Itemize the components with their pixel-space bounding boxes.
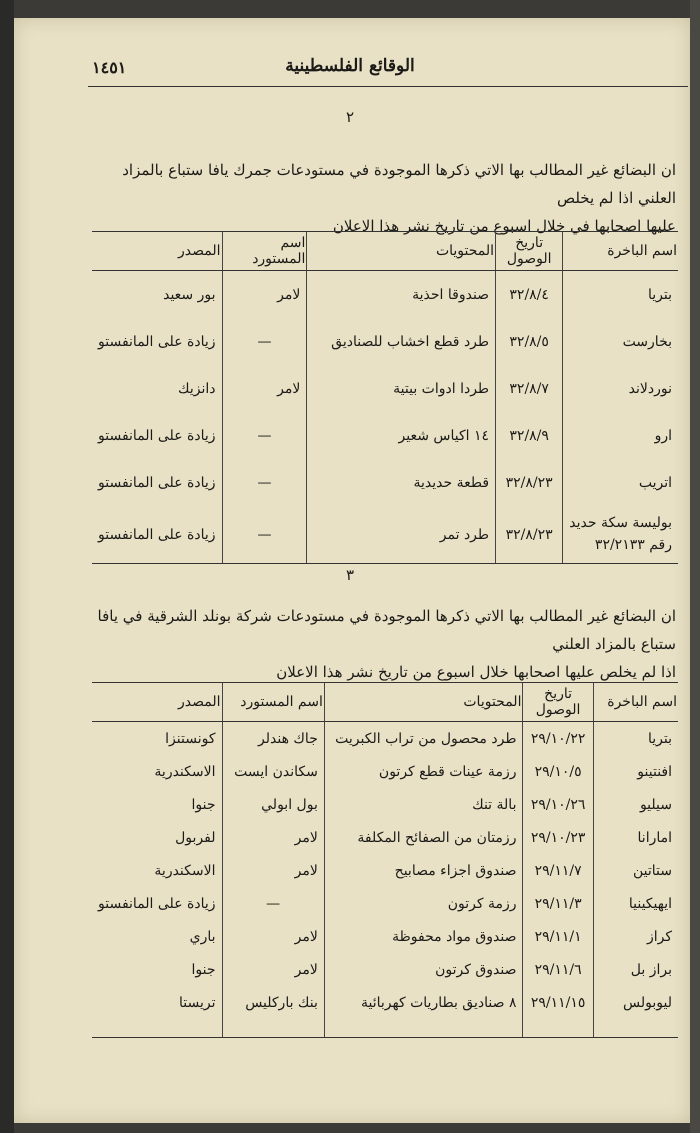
ship-cell: ستاتين bbox=[633, 862, 672, 879]
ship-cell: ايهيكينيا bbox=[628, 895, 672, 912]
date-cell: ٢٩/١١/١٥ bbox=[523, 986, 593, 1038]
importer-cell: لامر bbox=[222, 953, 324, 986]
source-cell: زيادة على المانفستو bbox=[92, 887, 222, 920]
goods-table bbox=[92, 231, 678, 564]
table-row bbox=[92, 722, 678, 756]
table-row bbox=[92, 986, 678, 1038]
importer-cell: سكاندن ايست bbox=[222, 755, 324, 788]
source-cell: جنوا bbox=[92, 953, 222, 986]
importer-cell: لامر bbox=[222, 365, 307, 412]
table-row bbox=[92, 755, 678, 788]
source-cell: كونستنزا bbox=[92, 722, 222, 756]
column-header: المحتويات bbox=[324, 683, 523, 722]
ship-cell bbox=[563, 506, 678, 564]
ship-cell: سيليو bbox=[639, 796, 672, 813]
importer-cell: لامر bbox=[222, 854, 324, 887]
date-cell: ٣٢/٨/٤ bbox=[496, 271, 563, 319]
source-cell: الاسكندرية bbox=[92, 755, 222, 788]
date-cell: ٢٩/١٠/٢٣ bbox=[523, 821, 593, 854]
ship-cell: بخارست bbox=[622, 333, 672, 350]
column-header: المصدر bbox=[92, 232, 222, 271]
contents-cell: طرد قطع اخشاب للصناديق bbox=[307, 318, 496, 365]
section-number: ٢ bbox=[345, 108, 355, 126]
source-cell: بور سعيد bbox=[92, 271, 222, 319]
notice-text bbox=[96, 602, 676, 686]
contents-cell: رزمة كرتون bbox=[324, 887, 523, 920]
contents-cell: طرد محصول من تراب الكبريت bbox=[324, 722, 523, 756]
importer-cell: جاك هندلر bbox=[222, 722, 324, 756]
contents-cell: ٨ صناديق بطاريات كهربائية bbox=[324, 986, 523, 1038]
gazette-title: الوقائع الفلسطينية bbox=[285, 56, 415, 76]
column-header: المصدر bbox=[92, 683, 222, 722]
table-header-row bbox=[92, 232, 678, 271]
contents-cell: طردا ادوات بيتية bbox=[307, 365, 496, 412]
contents-cell: صندوقا احذية bbox=[307, 271, 496, 319]
date-cell: ٣٢/٨/٥ bbox=[496, 318, 563, 365]
ship-cell: بتريا bbox=[647, 286, 672, 303]
table-header-row bbox=[92, 683, 678, 722]
date-cell: ٢٩/١١/٧ bbox=[523, 854, 593, 887]
column-header: اسم المستورد bbox=[222, 232, 307, 271]
ship-cell: براز بل bbox=[630, 961, 672, 978]
table-row bbox=[92, 821, 678, 854]
notice-line: عليها اصحابها في خلال اسبوع من تاريخ نشر هذا الاعلان bbox=[332, 217, 676, 235]
table-row bbox=[92, 459, 678, 506]
table-row bbox=[92, 412, 678, 459]
contents-cell: بالة تنك bbox=[324, 788, 523, 821]
ship-cell: ارو bbox=[654, 427, 672, 444]
ship-cell: اتريب bbox=[638, 474, 672, 491]
table-row bbox=[92, 920, 678, 953]
table-row bbox=[92, 506, 678, 564]
importer-cell: بول ابولي bbox=[222, 788, 324, 821]
importer-cell: — bbox=[222, 887, 324, 920]
source-cell: زيادة على المانفستو bbox=[92, 506, 222, 564]
source-cell: باري bbox=[92, 920, 222, 953]
notice-line: ان البضائع غير المطالب بها الاتي ذكرها الموجودة في مستودعات جمرك يافا ستباع بالمزاد العلني اذا لم يخلص bbox=[122, 161, 676, 207]
ship-cell: نوردلاند bbox=[628, 380, 672, 397]
date-cell: ٢٩/١١/٣ bbox=[523, 887, 593, 920]
contents-cell: رزمة عينات قطع كرتون bbox=[324, 755, 523, 788]
date-cell: ٢٩/١١/١ bbox=[523, 920, 593, 953]
contents-cell: طرد تمر bbox=[307, 506, 496, 564]
section-number: ٣ bbox=[345, 566, 355, 584]
importer-cell: بنك باركليس bbox=[222, 986, 324, 1038]
source-cell: زيادة على المانفستو bbox=[92, 318, 222, 365]
contents-cell: قطعة حديدية bbox=[307, 459, 496, 506]
column-header: تاريخ الوصول bbox=[496, 232, 563, 271]
contents-cell: صندوق اجزاء مصابيح bbox=[324, 854, 523, 887]
source-cell: جنوا bbox=[92, 788, 222, 821]
date-cell: ٢٩/١٠/٢٦ bbox=[523, 788, 593, 821]
importer-cell: — bbox=[222, 506, 307, 564]
column-header: اسم الباخرة bbox=[563, 232, 678, 271]
source-cell: الاسكندرية bbox=[92, 854, 222, 887]
column-header: اسم الباخرة bbox=[593, 683, 678, 722]
ship-cell: ليوبولس bbox=[593, 986, 678, 1038]
table-row bbox=[92, 271, 678, 319]
table-row bbox=[92, 318, 678, 365]
source-cell: زيادة على المانفستو bbox=[92, 412, 222, 459]
notice-line: ان البضائع غير المطالب بها الاتي ذكرها الموجودة في مستودعات شركة بونلد الشرقية في يافا ستباع بالمزاد العلني bbox=[97, 607, 676, 653]
source-cell: زيادة على المانفستو bbox=[92, 459, 222, 506]
table-row bbox=[92, 365, 678, 412]
ship-cell: افنتينو bbox=[637, 763, 672, 780]
table-row bbox=[92, 788, 678, 821]
notice-line: اذا لم يخلص عليها اصحابها خلال اسبوع من تاريخ نشر هذا الاعلان bbox=[276, 663, 676, 681]
ship-name: بوليسة سكة حديد bbox=[569, 514, 672, 531]
importer-cell: — bbox=[222, 318, 307, 365]
contents-cell: رزمتان من الصفائح المكلفة bbox=[324, 821, 523, 854]
ship-cell: كراز bbox=[646, 928, 672, 945]
goods-table bbox=[92, 682, 678, 1038]
date-cell: ٣٢/٨/٢٣ bbox=[496, 459, 563, 506]
ship-cell: امارانا bbox=[637, 829, 672, 846]
source-cell: دانزيك bbox=[92, 365, 222, 412]
contents-cell: صندوق كرتون bbox=[324, 953, 523, 986]
importer-cell: — bbox=[222, 412, 307, 459]
column-header: المحتويات bbox=[307, 232, 496, 271]
date-cell: ٣٢/٨/٩ bbox=[496, 412, 563, 459]
date-cell: ٢٩/١٠/٥ bbox=[523, 755, 593, 788]
table-row bbox=[92, 854, 678, 887]
column-header: اسم المستورد bbox=[222, 683, 324, 722]
contents-cell: ١٤ اكياس شعير bbox=[307, 412, 496, 459]
column-header: تاريخ الوصول bbox=[523, 683, 593, 722]
importer-cell: لامر bbox=[222, 821, 324, 854]
date-cell: ٢٩/١١/٦ bbox=[523, 953, 593, 986]
ship-cell: بتريا bbox=[647, 730, 672, 747]
importer-cell: — bbox=[222, 459, 307, 506]
importer-cell: لامر bbox=[222, 271, 307, 319]
notice-text bbox=[96, 156, 676, 240]
source-cell: تريستا bbox=[92, 986, 222, 1038]
date-cell: ٣٢/٨/٢٣ bbox=[496, 506, 563, 564]
page-number: ١٤٥١ bbox=[92, 58, 127, 77]
importer-cell: لامر bbox=[222, 920, 324, 953]
header-rule bbox=[88, 86, 688, 87]
contents-cell: صندوق مواد محفوظة bbox=[324, 920, 523, 953]
date-cell: ٣٢/٨/٧ bbox=[496, 365, 563, 412]
date-cell: ٢٩/١٠/٢٢ bbox=[523, 722, 593, 756]
table-row bbox=[92, 887, 678, 920]
ship-extra: رقم ٣٢/٢١٣٣ bbox=[594, 536, 672, 553]
source-cell: لفربول bbox=[92, 821, 222, 854]
table-row bbox=[92, 953, 678, 986]
